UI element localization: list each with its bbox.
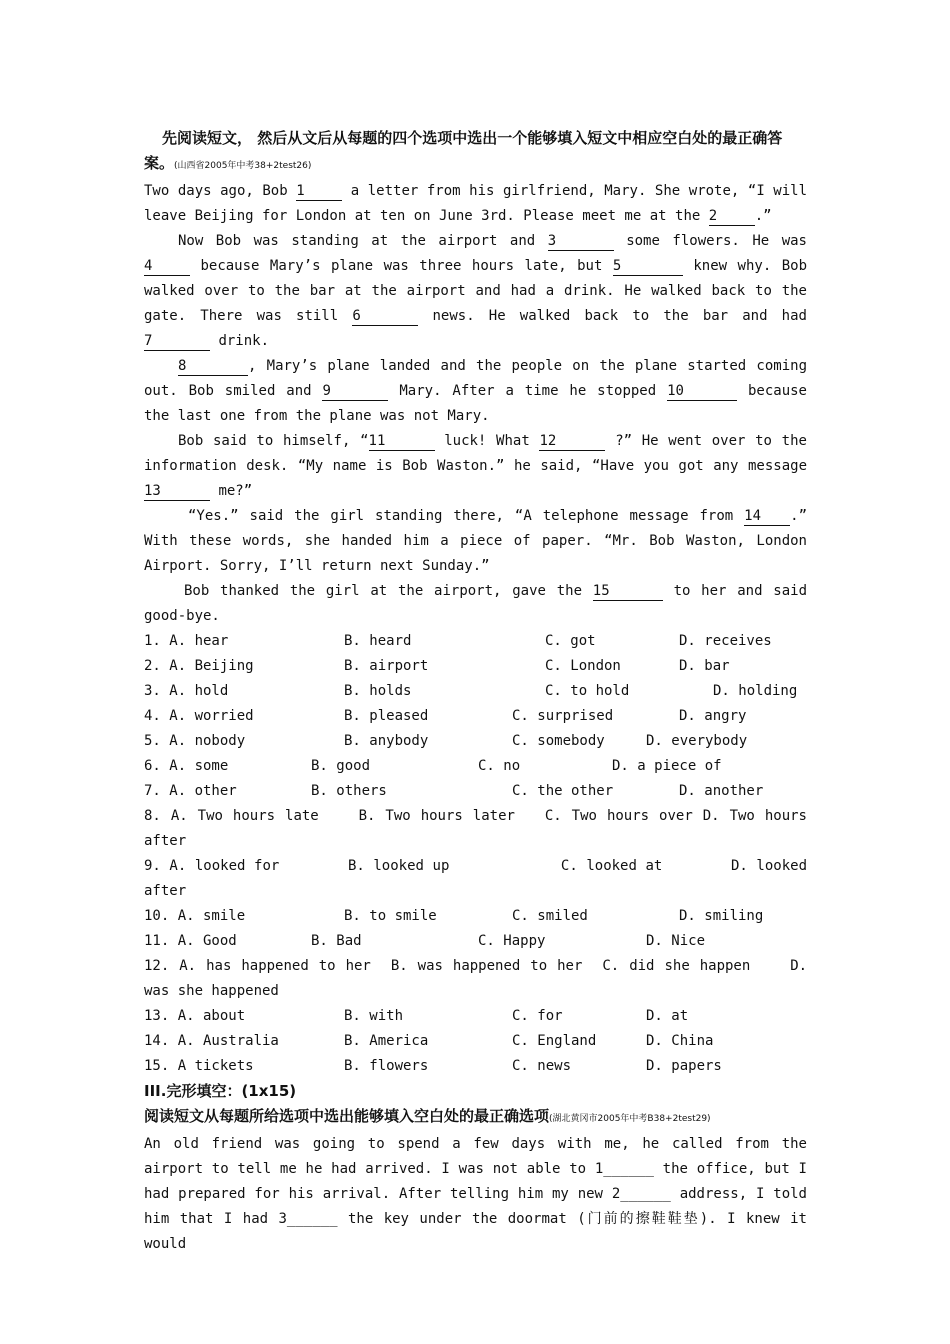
option-a: 6. A. some bbox=[144, 758, 229, 774]
passage-paragraph-5 bbox=[144, 504, 807, 579]
option-b: B. America bbox=[344, 1033, 429, 1049]
passage-2: An old friend was going to spend a few days with me, he called from the airport to tell me he had arrived. I was not able to 1______ the office, but I had prepared for his arrival. After telling him my new 2______ address, I told him that I had 3______ the key under the doormat (门前的擦鞋鞋垫). I knew it would bbox=[144, 1136, 807, 1252]
option-d: D. another bbox=[679, 783, 764, 799]
option-row-wrapped bbox=[144, 954, 807, 1004]
option-d: D. a piece of bbox=[612, 758, 722, 774]
source-note: (湖北黄冈市2005年中考B38+2test29) bbox=[549, 1114, 711, 1124]
document-content bbox=[144, 126, 807, 1257]
blank-4: 4 bbox=[144, 257, 190, 276]
option-a: 9. A. looked for bbox=[144, 858, 280, 874]
option-c: C. for bbox=[512, 1008, 563, 1024]
option-c: C. looked at bbox=[560, 858, 663, 874]
options-list bbox=[144, 629, 807, 1079]
option-a: 12. A. has happened to her bbox=[144, 958, 371, 974]
text-run: to her and said good-bye. bbox=[144, 583, 808, 624]
option-c: C. did she happen bbox=[602, 958, 751, 974]
option-a: 10. A. smile bbox=[144, 908, 246, 924]
option-a: 2. A. Beijing bbox=[144, 658, 254, 674]
option-row bbox=[144, 904, 807, 929]
source-note: (山西省2005年中考38+2test26) bbox=[174, 161, 312, 171]
option-b: B. good bbox=[311, 758, 371, 774]
option-a: 13. A. about bbox=[144, 1008, 246, 1024]
text-run: luck! What bbox=[444, 433, 530, 449]
text-run: knew why. Bob walked over to the bar at the airport and had a drink. He walked back to the gate. There was still bbox=[144, 258, 807, 324]
option-row bbox=[144, 1054, 807, 1079]
option-row bbox=[144, 754, 807, 779]
option-c: C. somebody bbox=[512, 733, 605, 749]
option-row bbox=[144, 1029, 807, 1054]
blank-12: 12 bbox=[539, 432, 605, 451]
text-run: me?” bbox=[218, 483, 253, 499]
passage-paragraph-2 bbox=[144, 229, 807, 354]
instruction-text: 先阅读短文， 然后从文后从每题的四个选项中选出一个能够填入短文中相应空白处的最正确答案。 bbox=[144, 129, 783, 172]
option-d: D. angry bbox=[679, 708, 747, 724]
option-d: D. bar bbox=[679, 658, 730, 674]
text-run: .” With these words, she handed him a piece of paper. “Mr. Bob Waston, London Airport. Sorry, I’ll return next Sunday.” bbox=[144, 508, 807, 574]
option-row-wrapped bbox=[144, 804, 807, 854]
option-a: 3. A. hold bbox=[144, 683, 229, 699]
option-d: D. China bbox=[646, 1033, 714, 1049]
option-b: B. Two hours later bbox=[358, 808, 515, 824]
blank-3: 3 bbox=[548, 232, 614, 251]
blank-8: 8 bbox=[178, 357, 248, 376]
option-d: D. smiling bbox=[679, 908, 764, 924]
option-b: B. looked up bbox=[347, 858, 450, 874]
option-c: C. surprised bbox=[512, 708, 614, 724]
option-c: C. no bbox=[478, 758, 521, 774]
text-run: ?” He went over to the information desk. “My name is Bob Waston.” he said, “Have you got any message bbox=[144, 433, 807, 474]
option-d: D. was she happened bbox=[144, 958, 808, 999]
option-c: C. the other bbox=[512, 783, 614, 799]
option-d: D. Nice bbox=[646, 933, 706, 949]
option-d: D. looked after bbox=[144, 858, 807, 899]
blank-2: 2 bbox=[709, 207, 755, 226]
option-b: B. with bbox=[344, 1008, 404, 1024]
blank-1: 1 bbox=[296, 182, 342, 201]
text-run: “Yes.” said the girl standing there, “A telephone message from bbox=[188, 508, 734, 524]
option-a: 15. A tickets bbox=[144, 1058, 254, 1074]
option-d: D. receives bbox=[679, 633, 772, 649]
text-run: .” bbox=[754, 208, 772, 224]
text-run: , Mary’s plane landed and the people on the plane started coming out. Bob smiled and bbox=[144, 358, 807, 399]
option-b: B. was happened to her bbox=[390, 958, 583, 974]
text-run: Two days ago, Bob bbox=[144, 183, 288, 199]
option-c: C. Two hours over bbox=[544, 808, 693, 824]
option-c: C. Happy bbox=[478, 933, 546, 949]
option-d: D. papers bbox=[646, 1058, 722, 1074]
text-run: drink. bbox=[218, 333, 270, 349]
section-title: III.完形填空：(1x15) bbox=[144, 1082, 297, 1100]
text-run: some flowers. He was bbox=[626, 233, 807, 249]
passage-paragraph-4 bbox=[144, 429, 807, 504]
passage-paragraph-1 bbox=[144, 179, 807, 229]
blank-15: 15 bbox=[593, 582, 663, 601]
option-row bbox=[144, 679, 807, 704]
text-run: news. He walked back to the bar and had bbox=[432, 308, 807, 324]
option-b: B. airport bbox=[344, 658, 429, 674]
option-a: 4. A. worried bbox=[144, 708, 254, 724]
option-a: 7. A. other bbox=[144, 783, 237, 799]
option-row bbox=[144, 729, 807, 754]
passage-paragraph-3 bbox=[144, 354, 807, 429]
option-b: B. Bad bbox=[311, 933, 362, 949]
option-d: D. holding bbox=[713, 683, 798, 699]
option-c: C. to hold bbox=[545, 683, 630, 699]
blank-14: 14 bbox=[744, 507, 790, 526]
option-c: C. England bbox=[512, 1033, 597, 1049]
option-b: B. flowers bbox=[344, 1058, 429, 1074]
option-row bbox=[144, 704, 807, 729]
option-c: C. smiled bbox=[512, 908, 588, 924]
option-c: C. London bbox=[545, 658, 621, 674]
option-d: D. Two hours after bbox=[144, 808, 807, 849]
text-run: Now Bob was standing at the airport and bbox=[178, 233, 536, 249]
option-row-wrapped bbox=[144, 854, 807, 904]
text-run: because the last one from the plane was not Mary. bbox=[144, 383, 807, 424]
text-run: Bob said to himself, “ bbox=[178, 433, 369, 449]
blank-7: 7 bbox=[144, 332, 210, 351]
option-c: C. news bbox=[512, 1058, 572, 1074]
option-row bbox=[144, 654, 807, 679]
option-a: 8. A. Two hours late bbox=[144, 808, 319, 824]
option-b: B. pleased bbox=[344, 708, 429, 724]
text-run: a letter from his girlfriend, Mary. She wrote, “I will leave Beijing for London at ten on June 3rd. Please meet me at the bbox=[144, 183, 808, 224]
option-a: 11. A. Good bbox=[144, 933, 237, 949]
option-a: 14. A. Australia bbox=[144, 1033, 279, 1049]
option-b: B. holds bbox=[344, 683, 412, 699]
section-instruction bbox=[144, 126, 807, 179]
text-run: Bob thanked the girl at the airport, gave the bbox=[184, 583, 582, 599]
option-row bbox=[144, 779, 807, 804]
blank-10: 10 bbox=[667, 382, 737, 401]
option-d: D. at bbox=[646, 1008, 689, 1024]
blank-6: 6 bbox=[352, 307, 418, 326]
instruction-text: 阅读短文从每题所给选项中选出能够填入空白处的最正确选项 bbox=[144, 1107, 550, 1125]
option-b: B. heard bbox=[344, 633, 412, 649]
option-c: C. got bbox=[545, 633, 596, 649]
option-a: 1. A. hear bbox=[144, 633, 229, 649]
section-instruction-2 bbox=[144, 1104, 807, 1132]
option-b: B. others bbox=[311, 783, 387, 799]
option-row bbox=[144, 1004, 807, 1029]
text-run: because Mary’s plane was three hours late, but bbox=[200, 258, 603, 274]
blank-5: 5 bbox=[613, 257, 683, 276]
blank-9: 9 bbox=[322, 382, 388, 401]
blank-11: 11 bbox=[369, 432, 435, 451]
option-b: B. anybody bbox=[344, 733, 429, 749]
option-d: D. everybody bbox=[646, 733, 748, 749]
passage-paragraph-6 bbox=[144, 579, 807, 629]
option-row bbox=[144, 629, 807, 654]
blank-13: 13 bbox=[144, 482, 210, 501]
option-b: B. to smile bbox=[344, 908, 437, 924]
text-run: Mary. After a time he stopped bbox=[399, 383, 657, 399]
option-a: 5. A. nobody bbox=[144, 733, 246, 749]
option-row bbox=[144, 929, 807, 954]
